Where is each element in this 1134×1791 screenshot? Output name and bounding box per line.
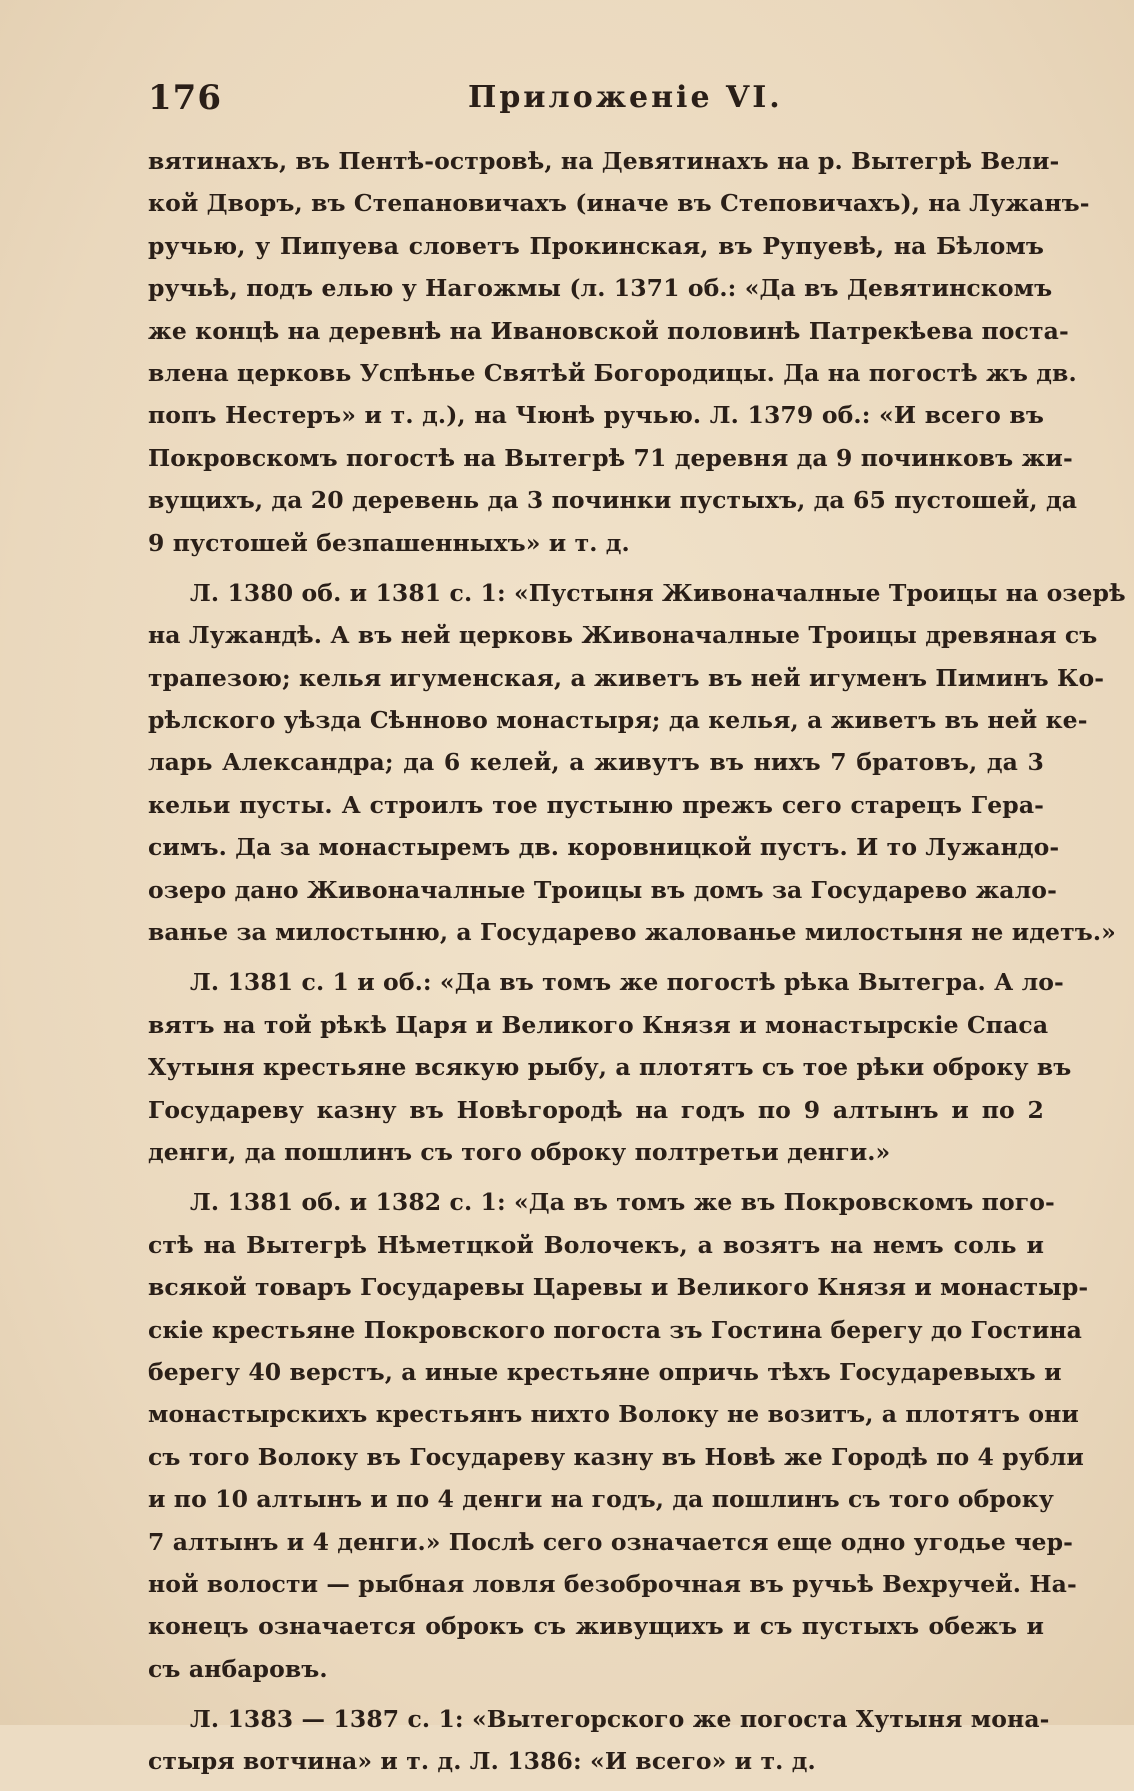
text-line: съ того Волоку въ Государеву казну въ Новѣ же Городѣ по 4 рубли [148, 1442, 1084, 1471]
text-line: ванье за милостыню, а Государево жалованье милостыня не идетъ.» [148, 918, 1116, 947]
text-line: рѣлского уѣзда Сѣнново монастыря; да келья, а живетъ въ ней ке- [148, 706, 1088, 735]
text-line: Покровскомъ погостѣ на Вытегрѣ 71 деревня да 9 починковъ жи- [148, 443, 1073, 472]
text-line: трапезою; келья игуменская, а живетъ въ ней игуменъ Пиминъ Ко- [148, 663, 1105, 692]
paragraph [148, 572, 1126, 954]
text-line: Хутыня крестьяне всякую рыбу, а плотятъ съ тое рѣки оброку въ [148, 1053, 1072, 1082]
text-line: ной волости — рыбная ловля безоброчная въ ручьѣ Вехручей. На- [148, 1569, 1077, 1598]
text-line: Л. 1383 — 1387 с. 1: «Вытегорского же погоста Хутыня мона- [190, 1705, 1050, 1734]
text-line: вятинахъ, въ Пентѣ-островѣ, на Девятинахъ на р. Вытегрѣ Вели- [148, 147, 1060, 175]
body-text [148, 140, 1126, 1791]
running-head [148, 78, 1044, 128]
paragraph [148, 140, 1090, 564]
text-line: 7 алтынъ и 4 денги.» Послѣ сего означается еще одно угодье чер- [148, 1527, 1073, 1556]
text-line: озеро дано Живоначалные Троицы въ домъ за Государево жало- [148, 875, 1057, 904]
running-title: Приложеніе VI. [468, 80, 783, 115]
text-line: ларь Александра; да 6 келей, а живутъ въ нихъ 7 братовъ, да 3 [148, 748, 1044, 777]
text-line: Л. 1381 об. и 1382 с. 1: «Да въ томъ же въ Покровскомъ пого- [190, 1188, 1055, 1217]
text-line: всякой товаръ Государевы Царевы и Великого Князя и монастыр- [148, 1273, 1089, 1302]
text-line: конецъ означается оброкъ съ живущихъ и съ пустыхъ обежъ и [148, 1612, 1044, 1641]
text-line: кой Дворъ, въ Степановичахъ (иначе въ Степовичахъ), на Лужанъ- [148, 189, 1090, 218]
text-line: стыря вотчина» и т. д. Л. 1386: «И всего» и т. д. [148, 1747, 816, 1776]
text-line: Государеву казну въ Новѣгородѣ на годъ по 9 алтынъ и по 2 [148, 1095, 1044, 1124]
text-line: ручью, у Пипуева словетъ Прокинская, въ Рупуевѣ, на Бѣломъ [148, 231, 1044, 260]
text-line: вятъ на той рѣкѣ Царя и Великого Князя и монастырскіе Спаса [148, 1010, 1049, 1039]
text-line: попъ Нестеръ» и т. д.), на Чюнѣ ручью. Л. 1379 об.: «И всего въ [148, 401, 1044, 430]
paragraph [148, 961, 1072, 1173]
text-line: берегу 40 верстъ, а иные крестьяне опричь тѣхъ Государевыхъ и [148, 1357, 1062, 1386]
text-line: Л. 1380 об. и 1381 с. 1: «Пустыня Живоначалные Троицы на озерѣ [190, 578, 1126, 607]
text-line: съ анбаровъ. [148, 1654, 328, 1683]
text-line: симъ. Да за монастыремъ дв. коровницкой пустъ. И то Лужандо- [148, 833, 1060, 862]
text-line: же концѣ на деревнѣ на Ивановской половинѣ Патрекѣева поста- [148, 316, 1069, 345]
text-line: монастырскихъ крестьянъ нихто Волоку не возитъ, а плотятъ они [148, 1400, 1079, 1429]
text-line: на Лужандѣ. А въ ней церковь Живоначалные Троицы древяная съ [148, 621, 1098, 650]
text-line: денги, да пошлинъ съ того оброку полтретьи денги.» [148, 1137, 891, 1166]
text-line: и по 10 алтынъ и по 4 денги на годъ, да пошлинъ съ того оброку [148, 1485, 1054, 1514]
paragraph [148, 1698, 1050, 1783]
text-line: скіе крестьяне Покровского погоста зъ Гостина берегу до Гостина [148, 1315, 1083, 1344]
text-line: вущихъ, да 20 деревень да 3 починки пустыхъ, да 65 пустошей, да [148, 486, 1078, 515]
text-line: стѣ на Вытегрѣ Нѣметцкой Волочекъ, а возятъ на немъ соль и [148, 1230, 1044, 1259]
paragraph [148, 1181, 1089, 1690]
text-line: Л. 1381 с. 1 и об.: «Да въ томъ же погостѣ рѣка Вытегра. А ло- [190, 968, 1064, 997]
page-number: 176 [148, 78, 222, 118]
text-line: влена церковь Успѣнье Святѣй Богородицы. Да на погостѣ жъ дв. [148, 358, 1077, 387]
text-line: ручьѣ, подъ елью у Нагожмы (л. 1371 об.: «Да въ Девятинскомъ [148, 274, 1053, 303]
text-line: 9 пустошей безпашенныхъ» и т. д. [148, 528, 630, 557]
text-line: кельи пусты. А строилъ тое пустыню прежъ сего старецъ Гера- [148, 790, 1044, 819]
